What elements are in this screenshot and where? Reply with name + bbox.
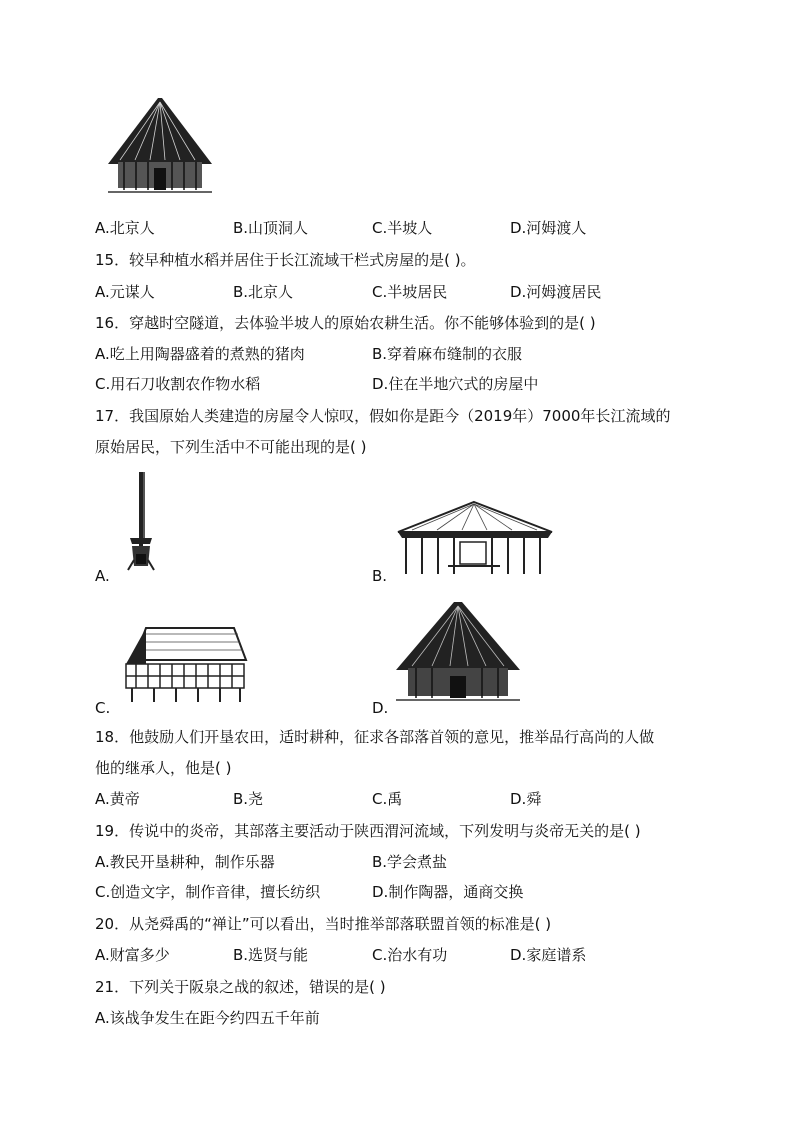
q16-option-a: A.吃上用陶器盛着的煮熟的猪肉 (95, 345, 305, 363)
q17-option-b-label: B. (372, 567, 388, 585)
q19-option-b: B.学会煮盐 (372, 853, 448, 871)
q14-option-d: D.河姆渡人 (510, 219, 587, 237)
q15-option-a: A.元谋人 (95, 283, 155, 301)
q14-option-c: C.半坡人 (372, 219, 433, 237)
q19-option-a: A.教民开垦耕种，制作乐器 (95, 853, 275, 871)
stilt-round-hut-image (392, 498, 558, 578)
q18-option-a: A.黄帝 (95, 790, 140, 808)
q14-option-a: A.北京人 (95, 219, 155, 237)
q20-stem: 20．从尧舜禹的“禅让”可以看出，当时推举部落联盟首领的标准是( ) (95, 915, 552, 933)
q18-option-c: C.禹 (372, 790, 403, 808)
q15-stem: 15．较早种植水稻并居住于长江流域干栏式房屋的是( )。 (95, 251, 476, 269)
q16-stem: 16．穿越时空隧道，去体验半坡人的原始农耕生活。你不能够体验到的是( ) (95, 314, 596, 332)
q14-option-b: B.山顶洞人 (233, 219, 309, 237)
q18-stem-line1: 18．他鼓励人们开垦农田，适时耕种，征求各部落首领的意见，推举品行高尚的人做 (95, 728, 655, 746)
q21-option-a: A.该战争发生在距今约四五千年前 (95, 1009, 320, 1027)
q19-stem: 19．传说中的炎帝，其部落主要活动于陕西渭河流域，下列发明与炎帝无关的是( ) (95, 822, 641, 840)
q20-option-d: D.家庭谱系 (510, 946, 587, 964)
thatched-hut-image (100, 94, 220, 198)
q17-stem-line1: 17．我国原始人类建造的房屋令人惊叹，假如你是距今（2019年）7000年长江流域的 (95, 407, 671, 425)
q18-stem-line2: 他的继承人，他是( ) (95, 759, 232, 777)
q17-option-c-label: C. (95, 699, 111, 717)
q15-option-b: B.北京人 (233, 283, 294, 301)
q17-stem-line2: 原始居民，下列生活中不可能出现的是( ) (95, 438, 367, 456)
stilt-longhouse-image (118, 624, 250, 704)
q19-option-c: C.创造文字，制作音律，擅长纺织 (95, 883, 321, 901)
q17-option-a-label: A. (95, 567, 110, 585)
q17-option-d-label: D. (372, 699, 389, 717)
q18-option-d: D.舜 (510, 790, 542, 808)
wooden-pole-tool-image (122, 470, 162, 580)
q16-option-c: C.用石刀收割农作物水稻 (95, 375, 261, 393)
q16-option-b: B.穿着麻布缝制的衣服 (372, 345, 523, 363)
q15-option-c: C.半坡居民 (372, 283, 448, 301)
q21-stem: 21．下列关于阪泉之战的叙述，错误的是( ) (95, 978, 386, 996)
q15-option-d: D.河姆渡居民 (510, 283, 602, 301)
q20-option-c: C.治水有功 (372, 946, 448, 964)
q20-option-b: B.选贤与能 (233, 946, 309, 964)
q19-option-d: D.制作陶器，通商交换 (372, 883, 524, 901)
q18-option-b: B.尧 (233, 790, 264, 808)
q20-option-a: A.财富多少 (95, 946, 170, 964)
q16-option-d: D.住在半地穴式的房屋中 (372, 375, 539, 393)
thatched-hut-d-image (392, 598, 524, 704)
